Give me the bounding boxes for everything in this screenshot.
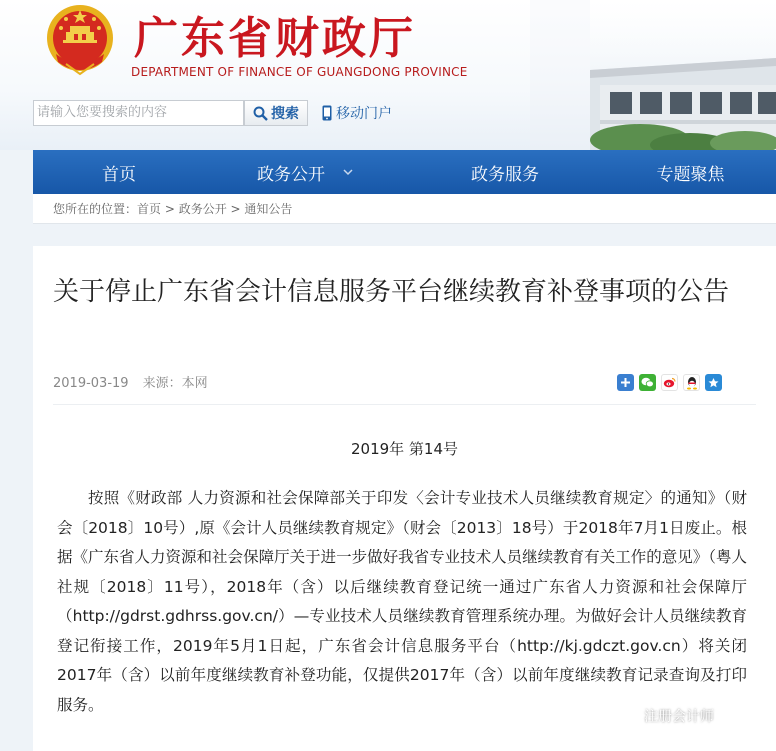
- site-header: [0, 0, 776, 150]
- nav-item-special-topics[interactable]: [605, 150, 776, 194]
- share-bar: [617, 374, 722, 391]
- wechat-watermark: [618, 706, 714, 726]
- article-source: 来源：本网: [142, 376, 208, 391]
- nav-item-label: 首页: [102, 164, 136, 185]
- watermark-text: 注册会计师: [644, 709, 714, 725]
- mobile-portal-label: 移动门户: [336, 106, 392, 122]
- wechat-watermark-icon: [618, 707, 640, 725]
- search-icon: [253, 106, 268, 121]
- nav-item-government-services[interactable]: [405, 150, 605, 194]
- search-input[interactable]: 请输入您要搜索的内容: [33, 100, 244, 126]
- building-illustration: [530, 0, 776, 150]
- article-panel: [33, 246, 776, 751]
- nav-item-government-affairs[interactable]: [205, 150, 405, 194]
- meta-divider: [53, 404, 756, 405]
- breadcrumb: [33, 194, 776, 224]
- breadcrumb-separator: >: [161, 202, 179, 216]
- article-meta: [53, 372, 208, 391]
- chevron-down-icon: [343, 169, 353, 176]
- nav-item-home[interactable]: [33, 150, 205, 194]
- breadcrumb-home[interactable]: 首页: [137, 202, 162, 216]
- wechat-icon[interactable]: [639, 374, 656, 391]
- breadcrumb-prefix: 您所在的位置：: [53, 202, 138, 216]
- nav-item-label: 专题聚焦: [656, 164, 725, 185]
- search-button[interactable]: [244, 100, 308, 126]
- document-number: 2019年 第14号: [350, 440, 459, 458]
- nav-item-label: 政务服务: [471, 164, 539, 185]
- qzone-icon[interactable]: [705, 374, 722, 391]
- mobile-phone-icon: [322, 105, 332, 121]
- mobile-portal-link[interactable]: [322, 103, 392, 123]
- breadcrumb-government-affairs[interactable]: 政务公开: [178, 202, 227, 216]
- nav-item-label: 政务公开: [257, 164, 325, 185]
- share-plus-icon[interactable]: [617, 374, 634, 391]
- main-nav: [33, 150, 776, 194]
- site-subtitle: DEPARTMENT OF FINANCE OF GUANGDONG PROVINCE: [131, 65, 468, 79]
- breadcrumb-separator: >: [226, 202, 245, 216]
- breadcrumb-notices[interactable]: 通知公告: [244, 202, 293, 216]
- article-body: 按照《财政部 人力资源和社会保障部关于印发〈会计专业技术人员继续教育规定〉的通知》（财会〔2018〕10号）,原《会计人员继续教育规定》（财会〔2013〕18号）于2018年7月1日废止。根据《广东省人力资源和社会保障厅关于进一步做好我省专业技术人员继续教育有关工作的意见》（粤人社规〔2018〕11号），2018年（含）以后继续教育登记统一通过广东省人力资源和社会保障厅（http://gdrst.gdhrss.gov.cn/）—专业技术人员继续教育管理系统办理。为做好会计人员继续教育登记衔接工作，2019年5月1日起，广东省会计信息服务平台（http://kj.gdczt.gov.cn）将关闭2017年（含）以前年度继续教育补登功能，仅提供2017年（含）以前年度继续教育记录查询及打印服务。: [57, 489, 747, 714]
- qq-icon[interactable]: [683, 374, 700, 391]
- site-title: 广东省财政厅: [134, 13, 416, 64]
- article-title: 关于停止广东省会计信息服务平台继续教育补登事项的公告: [53, 277, 730, 307]
- search-button-label: 搜索: [271, 106, 299, 122]
- weibo-icon[interactable]: [661, 374, 678, 391]
- national-emblem-icon: [44, 2, 116, 78]
- article-date: 2019-03-19: [53, 376, 129, 391]
